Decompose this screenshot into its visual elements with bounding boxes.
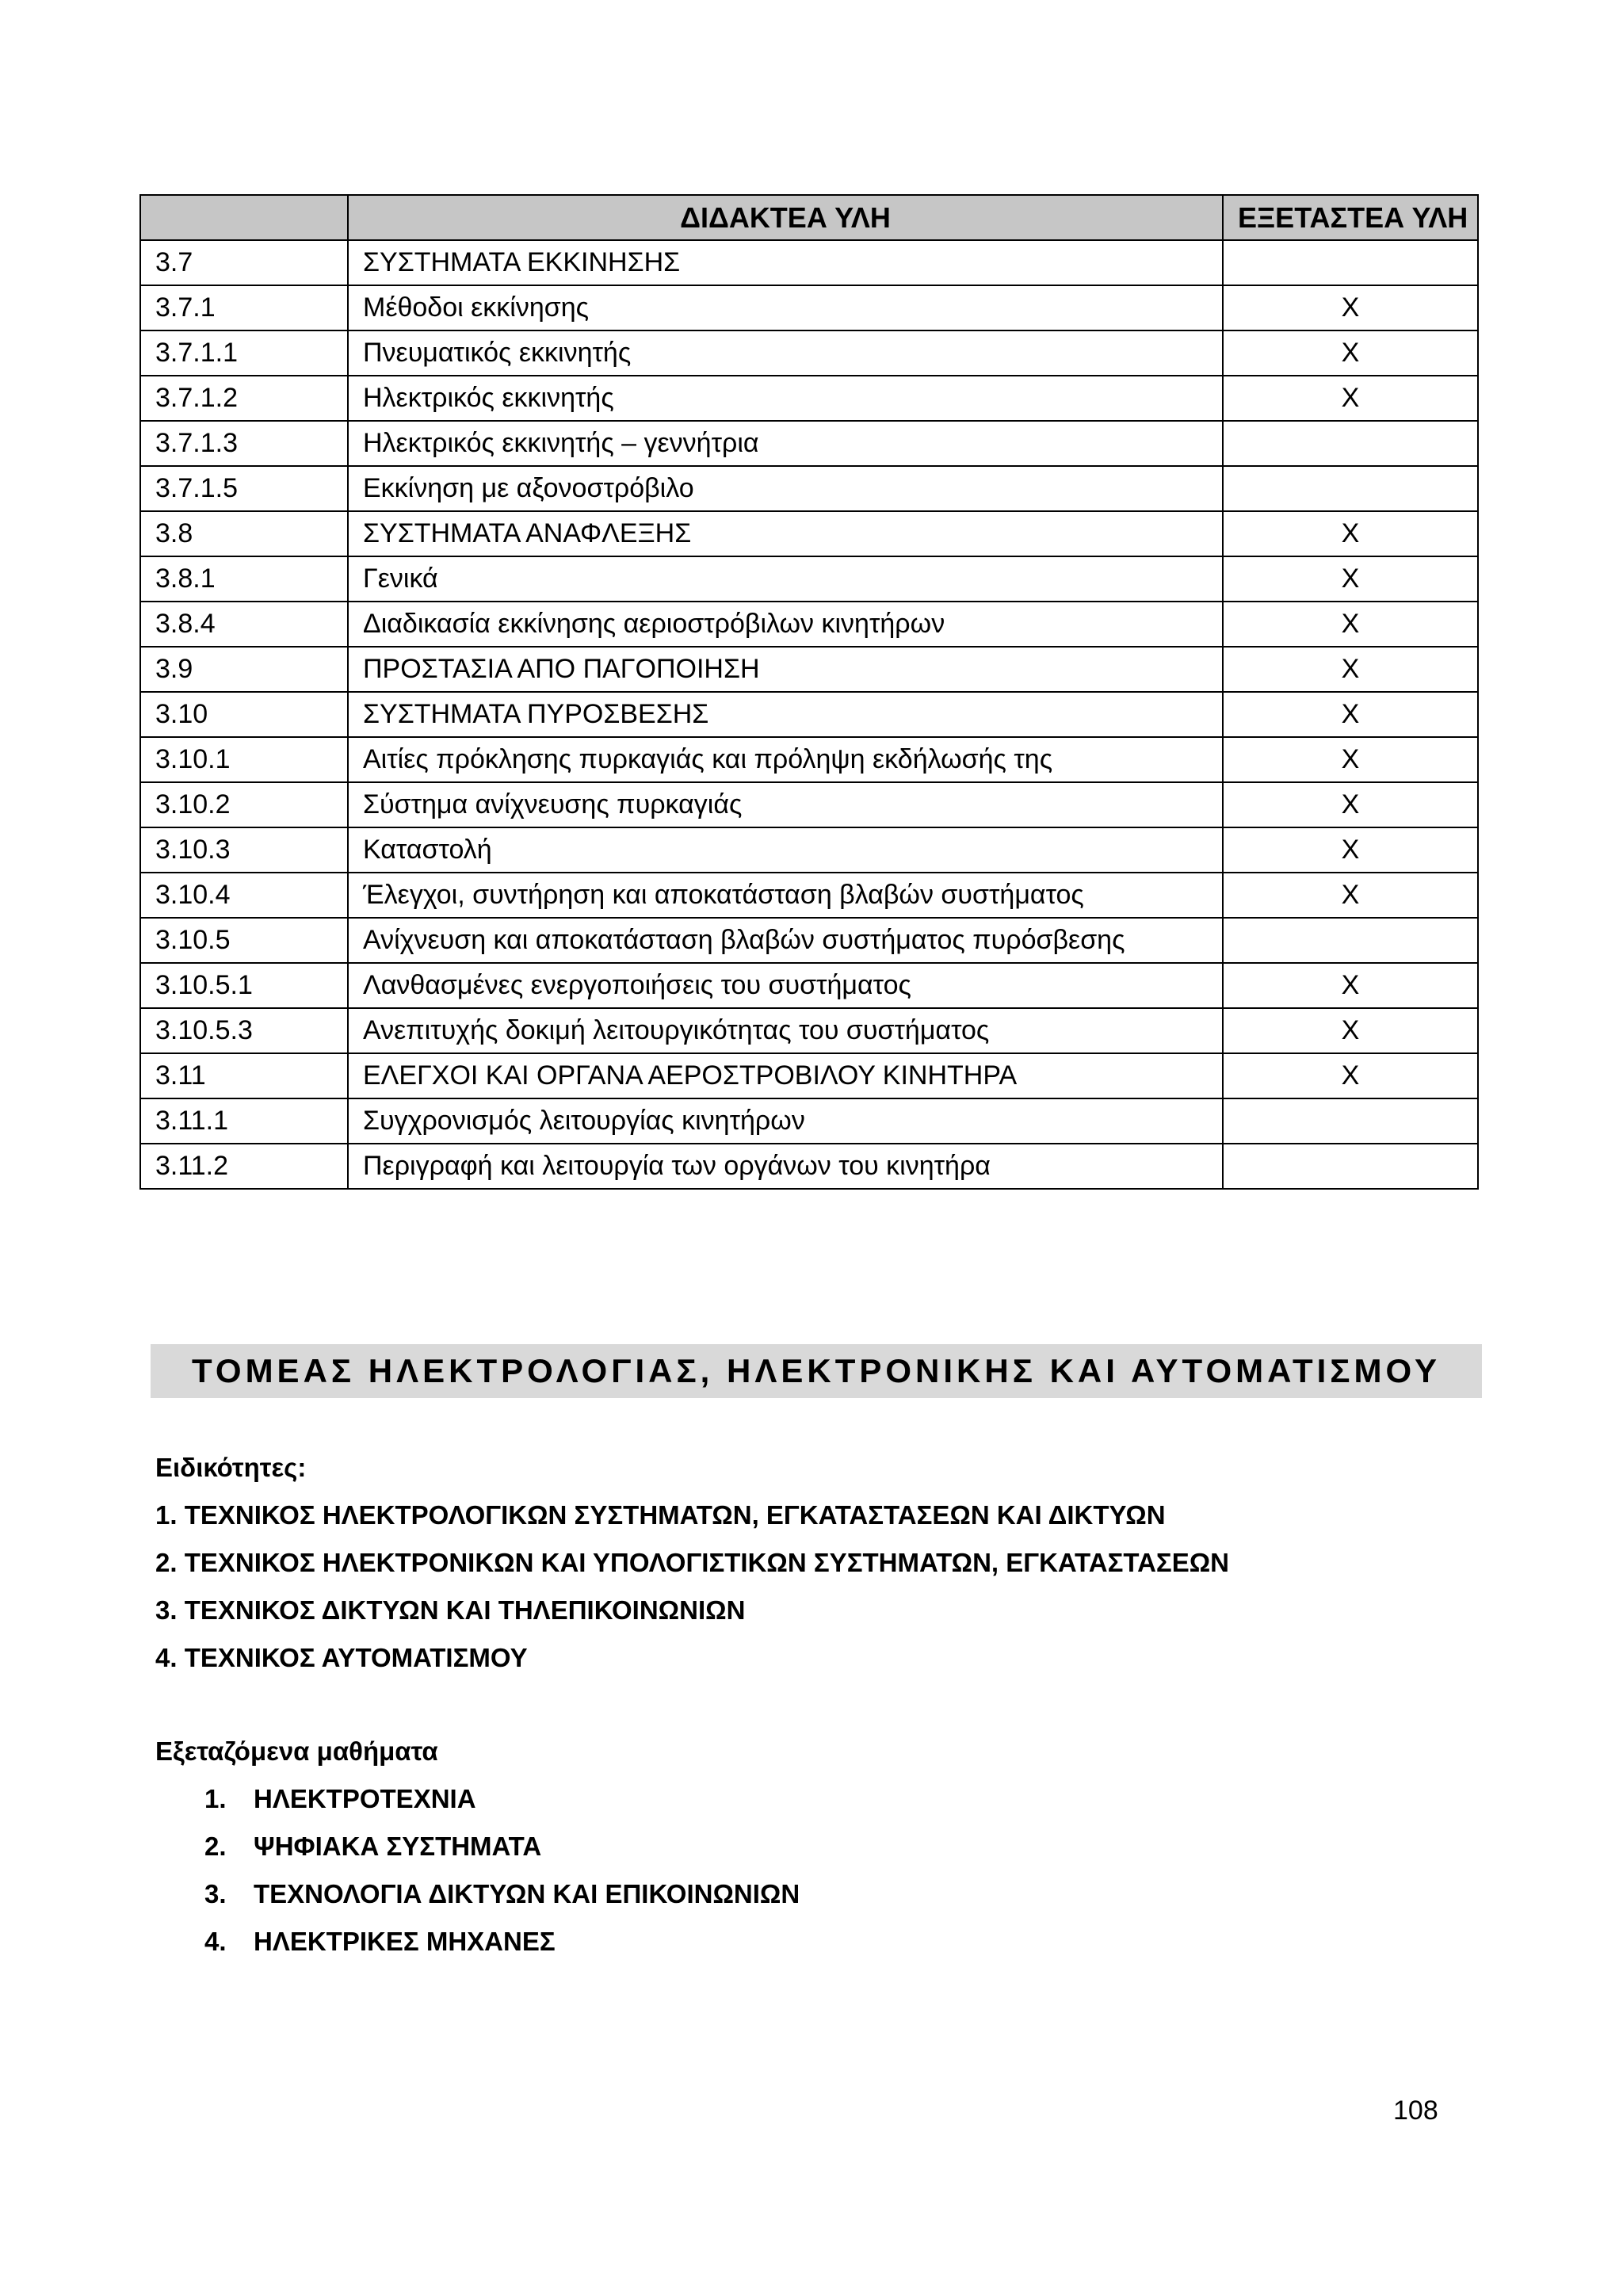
section-topic: ΣΥΣΤΗΜΑΤΑ ΕΚΚΙΝΗΣΗΣ [348,240,1223,285]
subject-label: ΨΗΦΙΑΚΑ ΣΥΣΤΗΜΑΤΑ [254,1832,542,1861]
section-topic: Ανεπιτυχής δοκιμή λειτουργικότητας του συστήματος [348,1008,1223,1053]
subject-item [204,1870,800,1918]
exam-mark [1223,240,1478,285]
section-code: 3.7.1.1 [140,330,348,376]
table-row [140,556,1478,602]
exam-mark [1223,1098,1478,1144]
exam-mark [1223,918,1478,963]
exam-mark: Χ [1223,1008,1478,1053]
subject-item [204,1775,800,1823]
section-code: 3.11.2 [140,1144,348,1189]
exam-mark: Χ [1223,737,1478,782]
section-code: 3.9 [140,647,348,692]
header-examined-material: ΕΞΕΤΑΣΤΕΑ ΥΛΗ [1223,195,1478,240]
exam-mark: Χ [1223,873,1478,918]
section-topic: Γενικά [348,556,1223,602]
section-code: 3.10.2 [140,782,348,827]
section-code: 3.10.5.1 [140,963,348,1008]
section-code: 3.7.1.3 [140,421,348,466]
header-code [140,195,348,240]
table-row [140,918,1478,963]
section-topic: Συγχρονισμός λειτουργίας κινητήρων [348,1098,1223,1144]
table-row [140,647,1478,692]
sector-title-banner: ΤΟΜΕΑΣ ΗΛΕΚΤΡΟΛΟΓΙΑΣ, ΗΛΕΚΤΡΟΝΙΚΗΣ ΚΑΙ ΑΥΤΟΜΑΤΙΣΜΟΥ [151,1344,1482,1398]
exam-mark: Χ [1223,782,1478,827]
exam-mark [1223,466,1478,511]
page-number: 108 [1393,2095,1438,2126]
section-code: 3.8 [140,511,348,556]
section-code: 3.7.1 [140,285,348,330]
exam-mark [1223,421,1478,466]
exam-mark: Χ [1223,330,1478,376]
section-code: 3.10.5 [140,918,348,963]
exam-mark: Χ [1223,511,1478,556]
section-topic: Έλεγχοι, συντήρηση και αποκατάσταση βλαβών συστήματος [348,873,1223,918]
subjects-block [155,1728,438,1775]
table-header-row [140,195,1478,240]
exam-mark: Χ [1223,827,1478,873]
section-topic: Ηλεκτρικός εκκινητής [348,376,1223,421]
specialty-item: 3. ΤΕΧΝΙΚΟΣ ΔΙΚΤΥΩΝ ΚΑΙ ΤΗΛΕΠΙΚΟΙΝΩΝΙΩΝ [155,1595,746,1625]
section-code: 3.10.5.3 [140,1008,348,1053]
subject-number: 1. [204,1784,227,1813]
exam-mark: Χ [1223,556,1478,602]
section-code: 3.8.1 [140,556,348,602]
table-row [140,376,1478,421]
table-row [140,873,1478,918]
table-row [140,782,1478,827]
section-topic: Περιγραφή και λειτουργία των οργάνων του κινητήρα [348,1144,1223,1189]
section-topic: Σύστημα ανίχνευσης πυρκαγιάς [348,782,1223,827]
subjects-list [204,1775,800,1966]
section-code: 3.8.4 [140,602,348,647]
section-topic: ΠΡΟΣΤΑΣΙΑ ΑΠΟ ΠΑΓΟΠΟΙΗΣΗ [348,647,1223,692]
section-code: 3.10.1 [140,737,348,782]
specialties-block [155,1444,1229,1682]
section-topic: Ανίχνευση και αποκατάσταση βλαβών συστήματος πυρόσβεσης [348,918,1223,963]
table-row [140,466,1478,511]
section-code: 3.10 [140,692,348,737]
table-body [140,240,1478,1189]
section-topic: Αιτίες πρόκλησης πυρκαγιάς και πρόληψη εκδήλωσής της [348,737,1223,782]
table-row [140,285,1478,330]
table-row [140,602,1478,647]
section-code: 3.7.1.2 [140,376,348,421]
subject-item [204,1823,800,1870]
subject-label: ΗΛΕΚΤΡΟΤΕΧΝΙΑ [254,1784,476,1813]
table-row [140,737,1478,782]
table-row [140,963,1478,1008]
specialty-item: 2. ΤΕΧΝΙΚΟΣ ΗΛΕΚΤΡΟΝΙΚΩΝ ΚΑΙ ΥΠΟΛΟΓΙΣΤΙΚΩΝ ΣΥΣΤΗΜΑΤΩΝ, ΕΓΚΑΤΑΣΤΑΣΕΩΝ [155,1548,1230,1577]
section-code: 3.10.4 [140,873,348,918]
exam-mark: Χ [1223,602,1478,647]
section-topic: Λανθασμένες ενεργοποιήσεις του συστήματος [348,963,1223,1008]
section-code: 3.10.3 [140,827,348,873]
table-row [140,1053,1478,1098]
table-row [140,692,1478,737]
section-code: 3.11 [140,1053,348,1098]
table-row [140,330,1478,376]
exam-mark: Χ [1223,1053,1478,1098]
section-code: 3.11.1 [140,1098,348,1144]
exam-mark [1223,1144,1478,1189]
section-topic: Ηλεκτρικός εκκινητής – γεννήτρια [348,421,1223,466]
exam-mark: Χ [1223,963,1478,1008]
subject-label: ΤΕΧΝΟΛΟΓΙΑ ΔΙΚΤΥΩΝ ΚΑΙ ΕΠΙΚΟΙΝΩΝΙΩΝ [254,1879,800,1908]
specialty-item: 4. ΤΕΧΝΙΚΟΣ ΑΥΤΟΜΑΤΙΣΜΟΥ [155,1643,528,1672]
subject-item [204,1918,800,1966]
subject-number: 4. [204,1927,227,1956]
table-row [140,240,1478,285]
table-row [140,511,1478,556]
section-topic: ΕΛΕΓΧΟΙ ΚΑΙ ΟΡΓΑΝΑ ΑΕΡΟΣΤΡΟΒΙΛΟΥ ΚΙΝΗΤΗΡΑ [348,1053,1223,1098]
syllabus-table [139,194,1479,1190]
section-topic: ΣΥΣΤΗΜΑΤΑ ΑΝΑΦΛΕΞΗΣ [348,511,1223,556]
subject-number: 3. [204,1879,227,1908]
table-row [140,1098,1478,1144]
table-row [140,827,1478,873]
table-row [140,421,1478,466]
exam-mark: Χ [1223,692,1478,737]
section-topic: Εκκίνηση με αξονοστρόβιλο [348,466,1223,511]
section-code: 3.7 [140,240,348,285]
specialties-heading: Ειδικότητες: [155,1453,307,1482]
subject-label: ΗΛΕΚΤΡΙΚΕΣ ΜΗΧΑΝΕΣ [254,1927,556,1956]
exam-mark: Χ [1223,647,1478,692]
exam-mark: Χ [1223,376,1478,421]
section-topic: Καταστολή [348,827,1223,873]
table-row [140,1144,1478,1189]
exam-mark: Χ [1223,285,1478,330]
specialty-item: 1. ΤΕΧΝΙΚΟΣ ΗΛΕΚΤΡΟΛΟΓΙΚΩΝ ΣΥΣΤΗΜΑΤΩΝ, ΕΓΚΑΤΑΣΤΑΣΕΩΝ ΚΑΙ ΔΙΚΤΥΩΝ [155,1500,1166,1530]
subjects-heading: Εξεταζόμενα μαθήματα [155,1736,438,1766]
header-taught-material: ΔΙΔΑΚΤΕΑ ΥΛΗ [348,195,1223,240]
section-topic: Διαδικασία εκκίνησης αεριοστρόβιλων κινητήρων [348,602,1223,647]
section-topic: ΣΥΣΤΗΜΑΤΑ ΠΥΡΟΣΒΕΣΗΣ [348,692,1223,737]
section-topic: Μέθοδοι εκκίνησης [348,285,1223,330]
section-topic: Πνευματικός εκκινητής [348,330,1223,376]
table-row [140,1008,1478,1053]
section-code: 3.7.1.5 [140,466,348,511]
subject-number: 2. [204,1832,227,1861]
